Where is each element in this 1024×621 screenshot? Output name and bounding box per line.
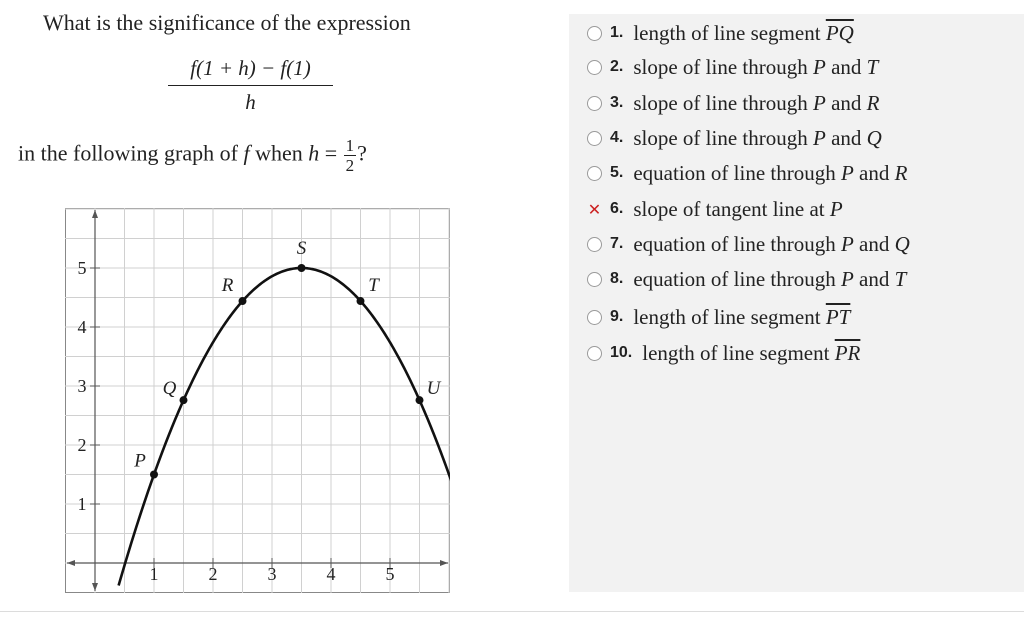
point-r	[239, 297, 247, 305]
point-u	[416, 396, 424, 404]
point-q	[180, 396, 188, 404]
answer-option-8[interactable]	[587, 264, 906, 294]
radio-button[interactable]	[587, 272, 602, 287]
x-tick-label: 1	[149, 564, 159, 584]
radio-button[interactable]	[587, 166, 602, 181]
y-tick-label: 1	[77, 494, 87, 514]
point-label-t: T	[368, 275, 379, 297]
answer-option-6[interactable]	[587, 194, 843, 224]
option-number: 5.	[610, 164, 624, 181]
radio-button[interactable]	[587, 237, 602, 252]
radio-button[interactable]	[587, 96, 602, 111]
option-label: slope of tangent line at P	[633, 196, 843, 221]
answer-option-1[interactable]	[587, 18, 854, 48]
radio-button[interactable]	[587, 310, 602, 325]
option-number: 2.	[610, 58, 624, 75]
option-number: 9.	[610, 308, 624, 325]
option-number: 7.	[610, 235, 624, 252]
option-label: slope of line through P and Q	[633, 125, 882, 150]
x-tick-label: 2	[208, 564, 218, 584]
option-number: 10.	[610, 344, 633, 361]
point-label-s: S	[296, 238, 307, 259]
option-label: slope of line through P and T	[633, 54, 879, 79]
graph-frame	[66, 209, 450, 593]
difference-quotient-denominator: h	[245, 90, 256, 114]
question-intro: What is the significance of the expression	[43, 10, 411, 35]
point-p	[150, 471, 158, 479]
x-tick-label: 5	[385, 564, 395, 584]
option-number: 1.	[610, 24, 624, 41]
option-number: 3.	[610, 94, 624, 111]
option-label: length of line segment $\overline{PT}$	[633, 304, 851, 329]
point-s	[298, 264, 306, 272]
point-t	[357, 297, 365, 305]
incorrect-mark-icon: ✕	[587, 199, 602, 219]
answer-option-9[interactable]	[587, 302, 850, 332]
answer-option-3[interactable]	[587, 88, 879, 118]
answer-option-5[interactable]	[587, 158, 907, 188]
radio-button[interactable]	[587, 26, 602, 41]
answer-options-panel	[569, 14, 1024, 592]
point-label-u: U	[426, 378, 441, 400]
option-number: 4.	[610, 129, 624, 146]
answer-option-7[interactable]	[587, 229, 910, 259]
radio-button[interactable]	[587, 131, 602, 146]
option-label: slope of line through P and R	[633, 90, 880, 115]
difference-quotient	[168, 56, 333, 115]
difference-quotient-numerator: f(1 + h) − f(1)	[168, 56, 333, 86]
option-number: 8.	[610, 270, 624, 287]
point-label-p: P	[134, 450, 146, 472]
question-outro: in the following graph of f when h = $\frac{1}{2}$ ?	[18, 136, 367, 175]
x-tick-label: 4	[326, 564, 336, 584]
y-tick-label: 5	[77, 258, 87, 278]
function-graph	[65, 208, 450, 593]
y-tick-label: 4	[77, 317, 87, 337]
x-tick-label: 3	[267, 564, 277, 584]
answer-option-2[interactable]	[587, 52, 878, 82]
answer-option-10[interactable]	[587, 338, 860, 368]
y-tick-label: 2	[77, 435, 87, 455]
point-label-q: Q	[162, 378, 177, 400]
option-label: equation of line through P and T	[633, 266, 907, 291]
point-label-r: R	[221, 275, 234, 297]
option-label: length of line segment $\overline{PQ}$	[633, 20, 854, 45]
h-value-fraction: $\frac{1}{2}$	[345, 136, 355, 175]
radio-button[interactable]	[587, 346, 602, 361]
radio-button[interactable]	[587, 60, 602, 75]
option-label: equation of line through P and Q	[633, 231, 910, 256]
y-tick-label: 3	[77, 376, 87, 396]
answer-option-4[interactable]	[587, 123, 882, 153]
option-label: length of line segment $\overline{PR}$	[642, 340, 861, 365]
option-number: 6.	[610, 200, 624, 217]
footer-divider	[0, 611, 1024, 612]
option-label: equation of line through P and R	[633, 160, 908, 185]
